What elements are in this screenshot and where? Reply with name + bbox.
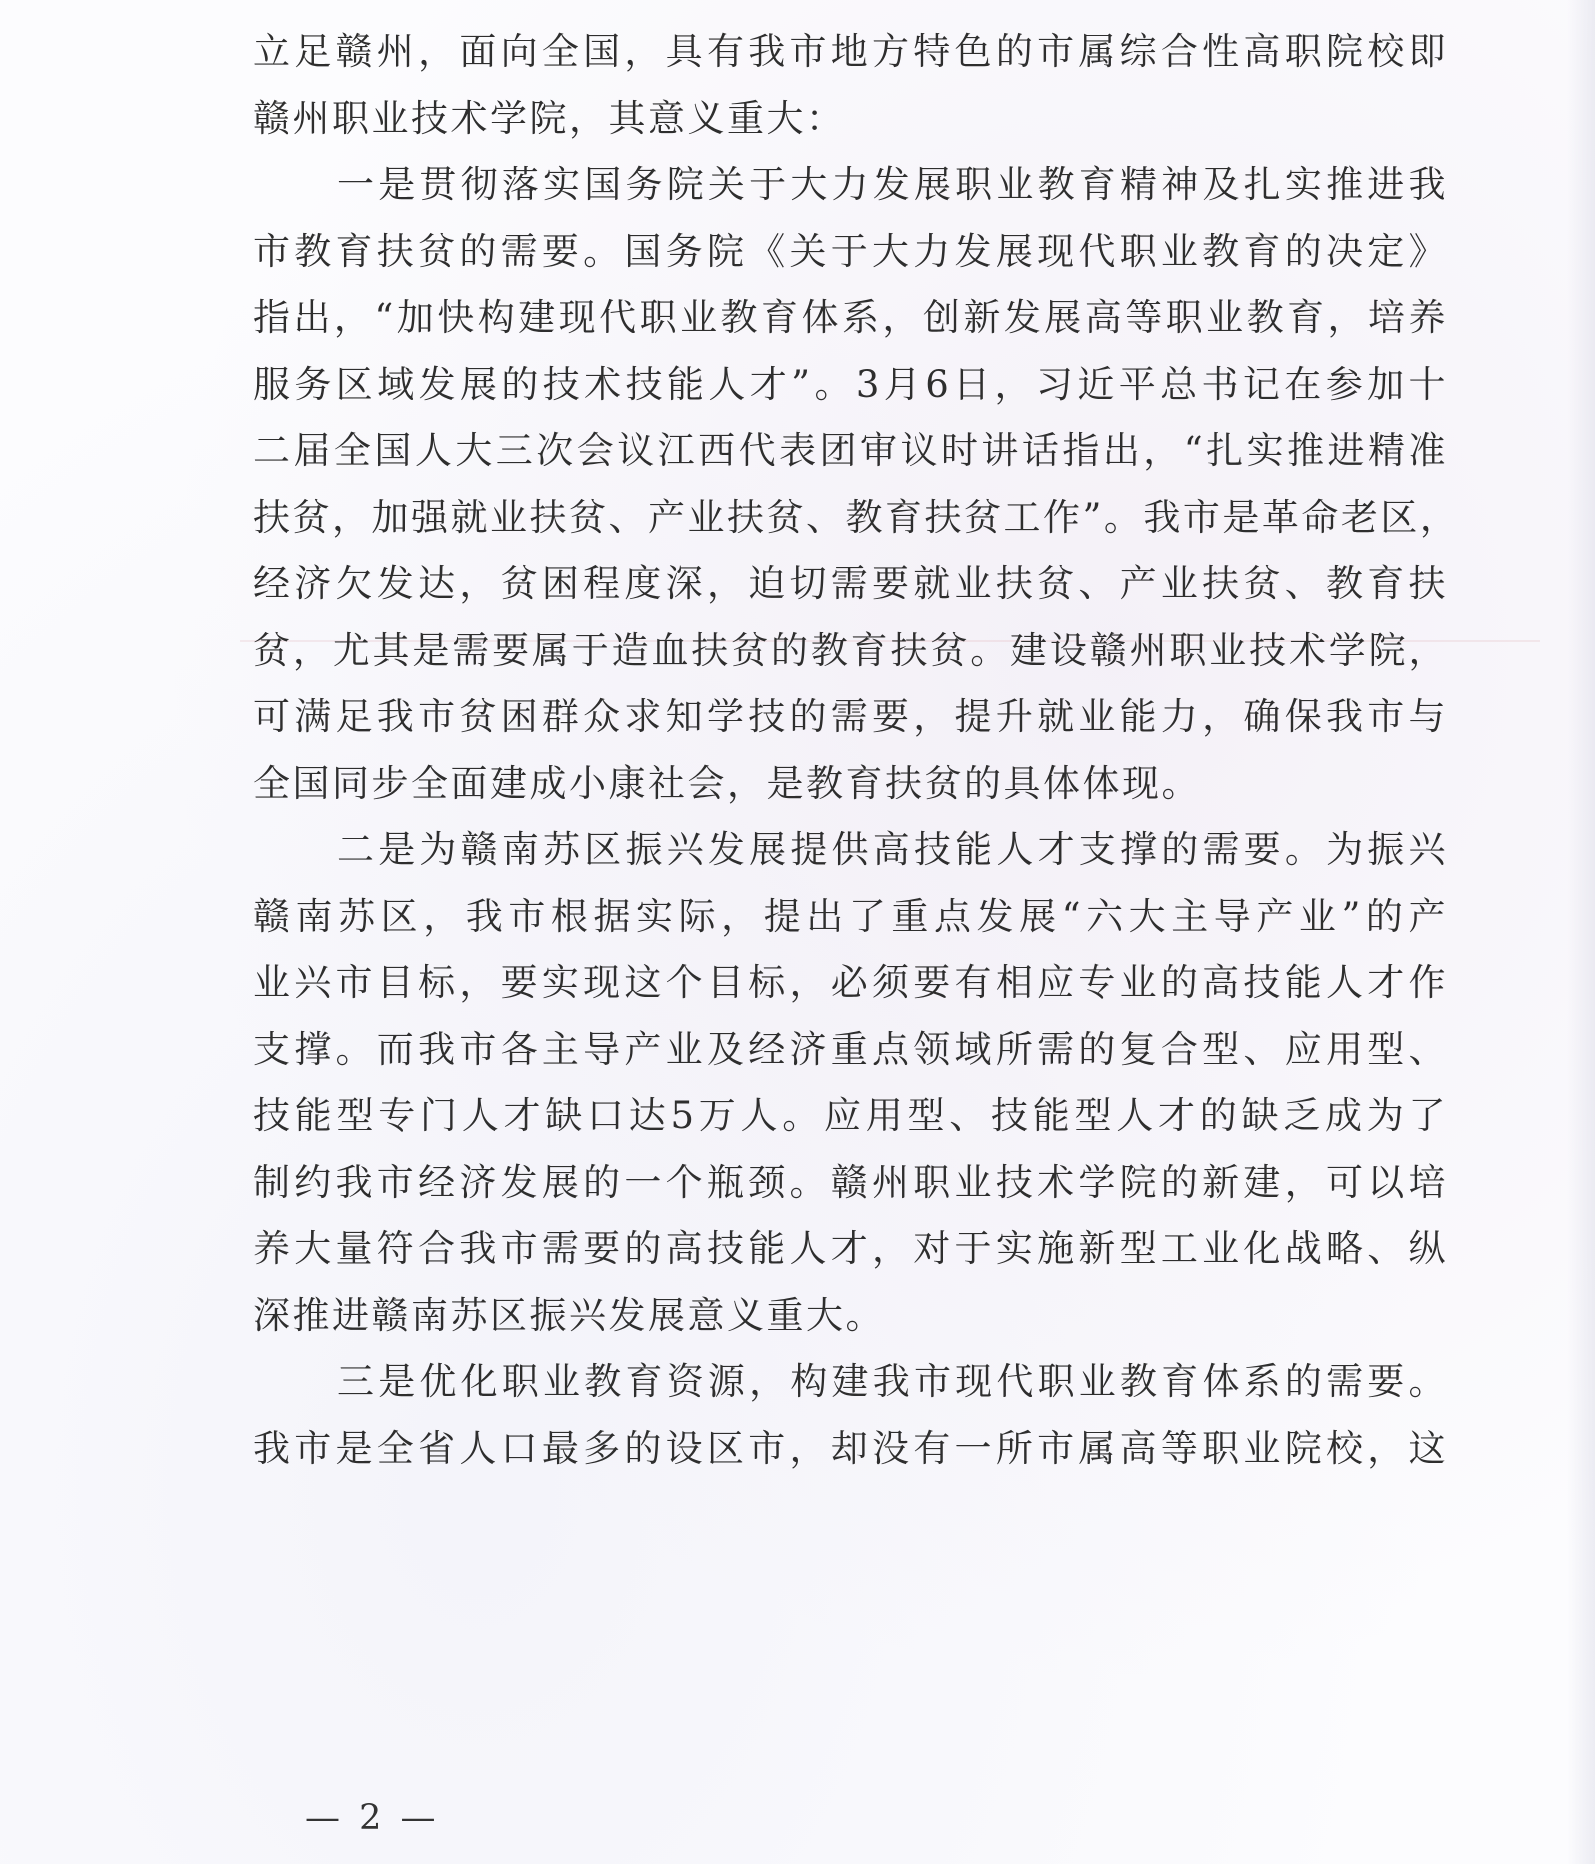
page-number: — 2 —	[305, 1798, 440, 1838]
text-line: 经济欠发达，贫困程度深，迫切需要就业扶贫、产业扶贫、教育扶	[253, 562, 1448, 605]
scan-edge-shadow	[1567, 0, 1595, 1864]
paragraph-first-line: 一是贯彻落实国务院关于大力发展职业教育精神及扎实推进我	[337, 163, 1448, 206]
text-line: 我市是全省人口最多的设区市，却没有一所市属高等职业院校，这	[253, 1426, 1448, 1470]
paragraph-first-line: 三是优化职业教育资源，构建我市现代职业教育体系的需要。	[337, 1360, 1448, 1403]
text-line: 扶贫，加强就业扶贫、产业扶贫、教育扶贫工作”。我市是革命老区，	[253, 495, 1460, 539]
text-line: 赣南苏区，我市根据实际，提出了重点发展“六大主导产业”的产	[253, 894, 1448, 938]
text-line: 养大量符合我市需要的高技能人才，对于实施新型工业化战略、纵	[253, 1227, 1448, 1270]
text-line: 赣州职业技术学院，其意义重大：	[253, 96, 846, 140]
text-line: 制约我市经济发展的一个瓶颈。赣州职业技术学院的新建，可以培	[253, 1160, 1448, 1204]
text-line: 立足赣州，面向全国，具有我市地方特色的市属综合性高职院校即	[253, 30, 1448, 73]
paragraph-first-line: 二是为赣南苏区振兴发展提供高技能人才支撑的需要。为振兴	[337, 828, 1448, 871]
text-line: 指出，“加快构建现代职业教育体系，创新发展高等职业教育，培养	[253, 296, 1448, 339]
text-line: 市教育扶贫的需要。国务院《关于大力发展现代职业教育的决定》	[253, 229, 1448, 273]
text-line: 业兴市目标，要实现这个目标，必须要有相应专业的高技能人才作	[253, 961, 1448, 1004]
text-line: 可满足我市贫困群众求知学技的需要，提升就业能力，确保我市与	[253, 695, 1448, 738]
text-line: 服务区域发展的技术技能人才”。3月6日，习近平总书记在参加十	[253, 362, 1448, 406]
text-line: 贫，尤其是需要属于造血扶贫的教育扶贫。建设赣州职业技术学院，	[253, 628, 1448, 672]
text-line: 全国同步全面建成小康社会，是教育扶贫的具体体现。	[253, 761, 1201, 805]
text-line: 支撑。而我市各主导产业及经济重点领域所需的复合型、应用型、	[253, 1027, 1448, 1071]
text-line: 深推进赣南苏区振兴发展意义重大。	[253, 1293, 885, 1337]
text-line: 二届全国人大三次会议江西代表团审议时讲话指出，“扎实推进精准	[253, 429, 1448, 472]
document-body	[253, 19, 1460, 1482]
text-line: 技能型专门人才缺口达5万人。应用型、技能型人才的缺乏成为了	[253, 1094, 1448, 1137]
